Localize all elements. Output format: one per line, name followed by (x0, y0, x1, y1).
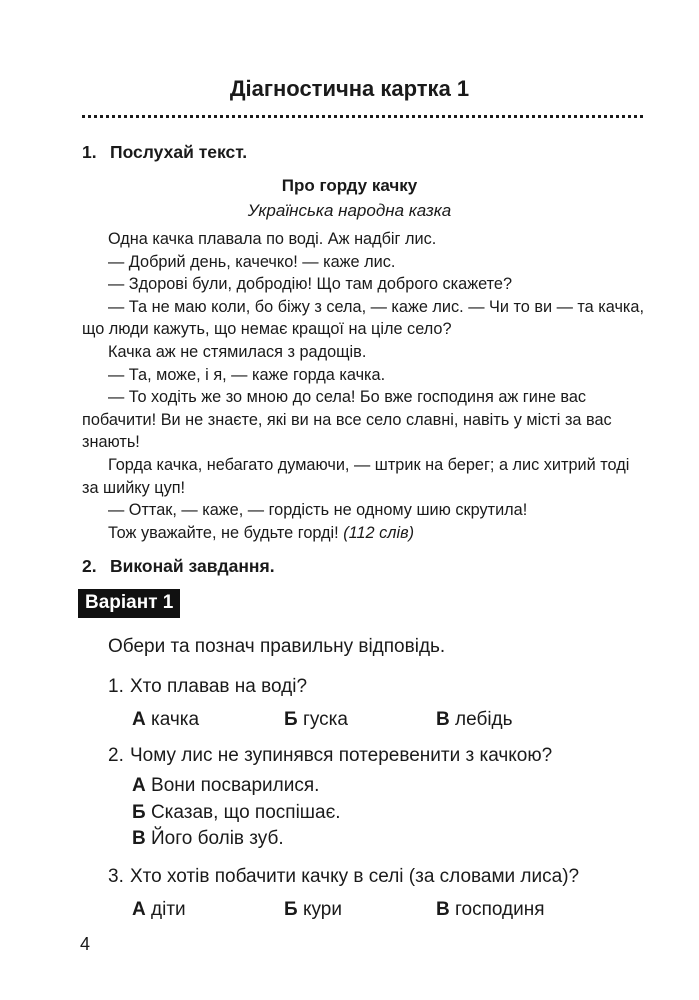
option-letter: Б (284, 899, 298, 920)
story-paragraph-last (82, 522, 645, 545)
question-2-option-b[interactable] (132, 800, 341, 827)
section-2-label: Виконай завдання. (110, 556, 275, 576)
page-number: 4 (80, 934, 91, 954)
question-1-option-b[interactable] (284, 709, 348, 731)
dotted-divider (82, 115, 643, 118)
option-text: гуска (302, 709, 348, 730)
page-title: Діагностична картка 1 (229, 76, 470, 101)
option-letter: А (132, 775, 146, 796)
question-3 (108, 866, 579, 888)
question-3-option-a[interactable] (132, 899, 186, 921)
word-count: (112 слів) (343, 523, 414, 542)
question-2-option-c[interactable] (132, 826, 341, 853)
question-1-number: 1. (108, 676, 124, 697)
question-2-options (132, 773, 341, 853)
story-paragraph: — Та не маю коли, бо біжу з села, — каже лис. — Чи то ви — та качка, що люди кажуть, що немає кращої на ціле село? (82, 297, 644, 339)
question-3-text: Хто хотів побачити качку в селі (за словами лиса)? (130, 866, 580, 887)
option-text: лебідь (455, 709, 513, 730)
option-letter: В (132, 828, 146, 849)
story-paragraph: — Добрий день, качечко! — каже лис. (108, 252, 396, 271)
question-2 (108, 745, 552, 767)
question-1-text: Хто плавав на воді? (130, 676, 308, 697)
option-letter: Б (284, 709, 298, 730)
story-paragraph: — Здорові були, добродію! Що там доброго скажете? (108, 275, 512, 294)
story-paragraph: Горда качка, небагато думаючи, — штрик на берег; а лис хитрий тоді за шийку цуп! (82, 455, 630, 497)
section-1-number: 1. (82, 142, 97, 162)
option-text: кури (302, 899, 342, 920)
option-letter: А (132, 899, 146, 920)
option-letter: В (436, 899, 450, 920)
question-1-option-c[interactable] (436, 709, 513, 731)
story-paragraph: — То ходіть же зо мною до села! Бо вже господиня аж гине вас побачити! Ви не знаєте, які ви на все село славні, навіть у місті за вас знають! (82, 388, 612, 452)
option-text: качка (151, 709, 200, 730)
section-1-label: Послухай текст. (110, 142, 248, 162)
option-text: Його болів зуб. (151, 828, 284, 849)
section-2-number: 2. (82, 556, 97, 576)
story-paragraph: Качка аж не стямилася з радощів. (108, 342, 367, 361)
option-text: Вони посварилися. (151, 775, 320, 796)
question-3-option-b[interactable] (284, 899, 342, 921)
option-letter: Б (132, 801, 146, 823)
option-text: господиня (455, 899, 545, 920)
option-text: Сказав, що поспішає. (150, 801, 341, 823)
option-text: діти (151, 899, 186, 920)
question-2-number: 2. (108, 745, 124, 766)
option-letter: В (436, 709, 450, 730)
variant-badge: Варіант 1 (78, 589, 180, 618)
story-subtitle: Українська народна казка (247, 201, 452, 220)
story-paragraph: — Оттак, — каже, — гордість не одному шию скрутила! (108, 501, 528, 520)
question-2-option-a[interactable] (132, 773, 341, 800)
question-3-option-c[interactable] (436, 899, 545, 921)
question-2-text: Чому лис не зупинявся потеревенити з качкою? (130, 745, 553, 766)
story-closing-line: Тож уважайте, не будьте горді! (108, 523, 339, 542)
section-2-heading (82, 556, 275, 577)
option-letter: А (132, 709, 146, 730)
question-1-option-a[interactable] (132, 709, 199, 731)
story-text (82, 228, 645, 544)
question-1 (108, 676, 307, 698)
task-instruction: Обери та познач правильну відповідь. (108, 636, 446, 657)
story-paragraph: — Та, може, і я, — каже горда качка. (108, 365, 386, 384)
question-3-number: 3. (108, 866, 124, 887)
story-title: Про горду качку (281, 176, 418, 195)
section-1-heading (82, 142, 247, 163)
story-paragraph: Одна качка плавала по воді. Аж надбіг лис. (108, 230, 437, 248)
